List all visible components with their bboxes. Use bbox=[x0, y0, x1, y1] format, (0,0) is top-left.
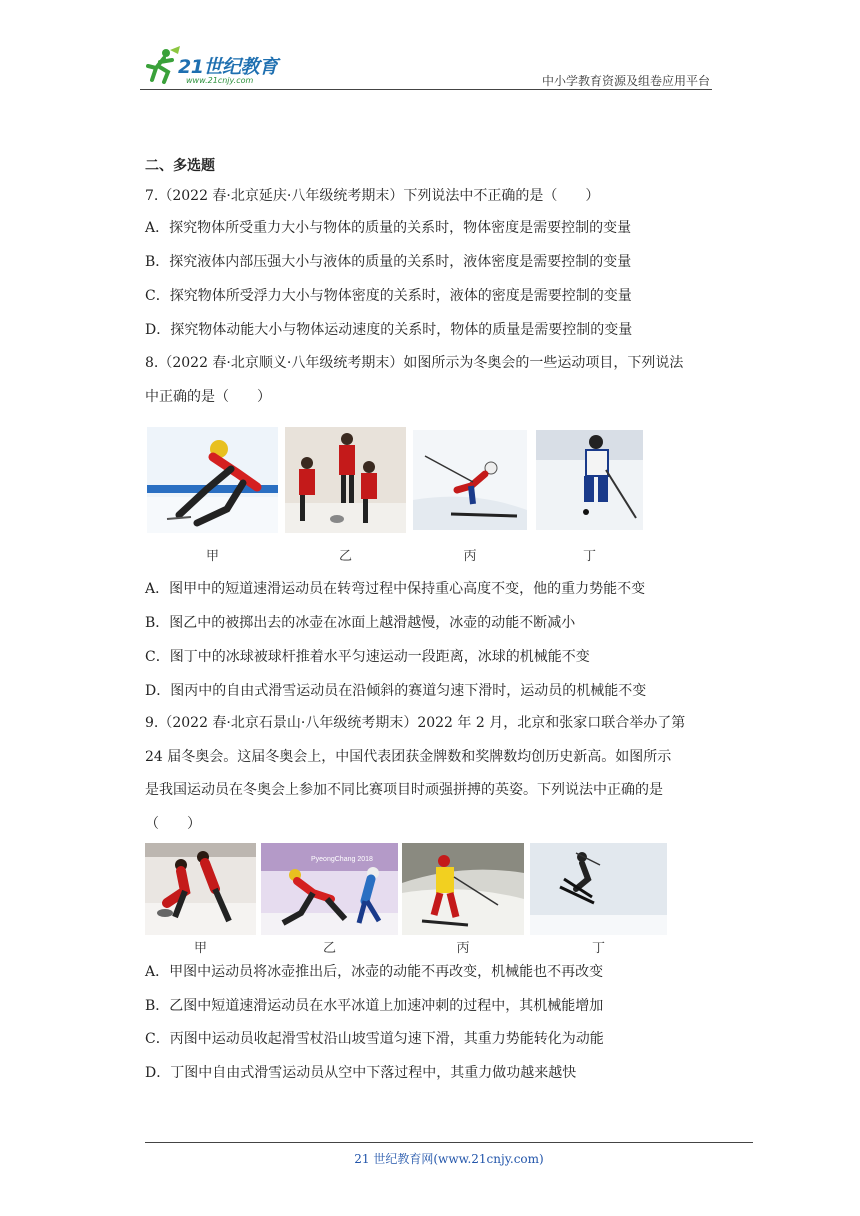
q9-photo-ding-aerials bbox=[530, 843, 667, 935]
q7-option-d: D．探究物体动能大小与物体运动速度的关系时，物体的质量是需要控制的变量 bbox=[145, 322, 633, 338]
q9-stem-line2: 24 届冬奥会。这届冬奥会上，中国代表团获金牌数和奖牌数均创历史新高。如图所示 bbox=[145, 749, 672, 765]
header-divider bbox=[140, 89, 712, 90]
q8-option-b: B．图乙中的被掷出去的冰壶在冰面上越滑越慢，冰壶的动能不断减小 bbox=[145, 615, 576, 631]
q8-photo-jia-speed-skater bbox=[147, 427, 278, 533]
q7-option-b: B．探究液体内部压强大小与液体的质量的关系时，液体密度是需要控制的变量 bbox=[145, 254, 632, 270]
q9-option-b: B．乙图中短道速滑运动员在水平冰道上加速冲刺的过程中，其机械能增加 bbox=[145, 998, 604, 1014]
runner-logo-icon bbox=[140, 46, 180, 86]
q8-stem-line1: 8.（2022 春·北京顺义·八年级统考期末）如图所示为冬奥会的一些运动项目，下列说法 bbox=[145, 355, 684, 371]
q9-option-a: A．甲图中运动员将冰壶推出后，冰壶的动能不再改变，机械能也不再改变 bbox=[145, 964, 604, 980]
site-tagline: 中小学教育资源及组卷应用平台 bbox=[541, 74, 710, 88]
q9-stem-line3: 是我国运动员在冬奥会上参加不同比赛项目时顽强拼搏的英姿。下列说法中正确的是 bbox=[145, 782, 663, 798]
q8-caption-yi: 乙 bbox=[338, 549, 352, 564]
q9-caption-bing: 丙 bbox=[456, 941, 470, 956]
q9-stem-line4: （ ） bbox=[145, 816, 201, 832]
q8-caption-bing: 丙 bbox=[463, 549, 477, 564]
q8-stem-line2: 中正确的是（ ） bbox=[145, 389, 271, 405]
q7-stem: 7.（2022 春·北京延庆·八年级统考期末）下列说法中不正确的是（ ） bbox=[145, 188, 600, 204]
logo-text: 21世纪教育 bbox=[178, 56, 278, 78]
logo-url[interactable]: www.21cnjy.com bbox=[186, 76, 254, 85]
q9-caption-jia: 甲 bbox=[193, 941, 207, 956]
q8-option-c: C．图丁中的冰球被球杆推着水平匀速运动一段距离，冰球的机械能不变 bbox=[145, 649, 590, 665]
q8-photo-bing-skier bbox=[413, 430, 527, 530]
q9-photo-jia-curling bbox=[145, 843, 256, 935]
q8-photo-ding-hockey bbox=[536, 430, 643, 530]
q9-stem-line1: 9.（2022 春·北京石景山·八年级统考期末）2022 年 2 月，北京和张家口联合举办了第 bbox=[145, 715, 686, 731]
section-title: 二、多选题 bbox=[145, 158, 215, 174]
q9-photo-banner-text: PyeongChang 2018 bbox=[311, 856, 373, 863]
q7-option-c: C．探究物体所受浮力大小与物体密度的关系时，液体的密度是需要控制的变量 bbox=[145, 288, 632, 304]
q9-caption-ding: 丁 bbox=[591, 941, 605, 956]
footer-link[interactable]: 21 世纪教育网(www.21cnjy.com) bbox=[354, 1152, 544, 1166]
q9-option-c: C．丙图中运动员收起滑雪杖沿山坡雪道匀速下滑，其重力势能转化为动能 bbox=[145, 1031, 604, 1047]
q9-option-d: D．丁图中自由式滑雪运动员从空中下落过程中，其重力做功越来越快 bbox=[145, 1065, 577, 1081]
q8-option-d: D．图丙中的自由式滑雪运动员在沿倾斜的赛道匀速下滑时，运动员的机械能不变 bbox=[145, 683, 647, 699]
q9-photo-bing-skier bbox=[402, 843, 524, 935]
q8-option-a: A．图甲中的短道速滑运动员在转弯过程中保持重心高度不变，他的重力势能不变 bbox=[145, 581, 646, 597]
q8-caption-jia: 甲 bbox=[205, 549, 219, 564]
q8-photo-yi-curling bbox=[285, 427, 406, 533]
q8-caption-ding: 丁 bbox=[582, 549, 596, 564]
footer-divider bbox=[145, 1142, 753, 1143]
q9-caption-yi: 乙 bbox=[322, 941, 336, 956]
q7-option-a: A．探究物体所受重力大小与物体的质量的关系时，物体密度是需要控制的变量 bbox=[145, 220, 632, 236]
q9-photo-yi-speed-skating bbox=[261, 843, 398, 935]
